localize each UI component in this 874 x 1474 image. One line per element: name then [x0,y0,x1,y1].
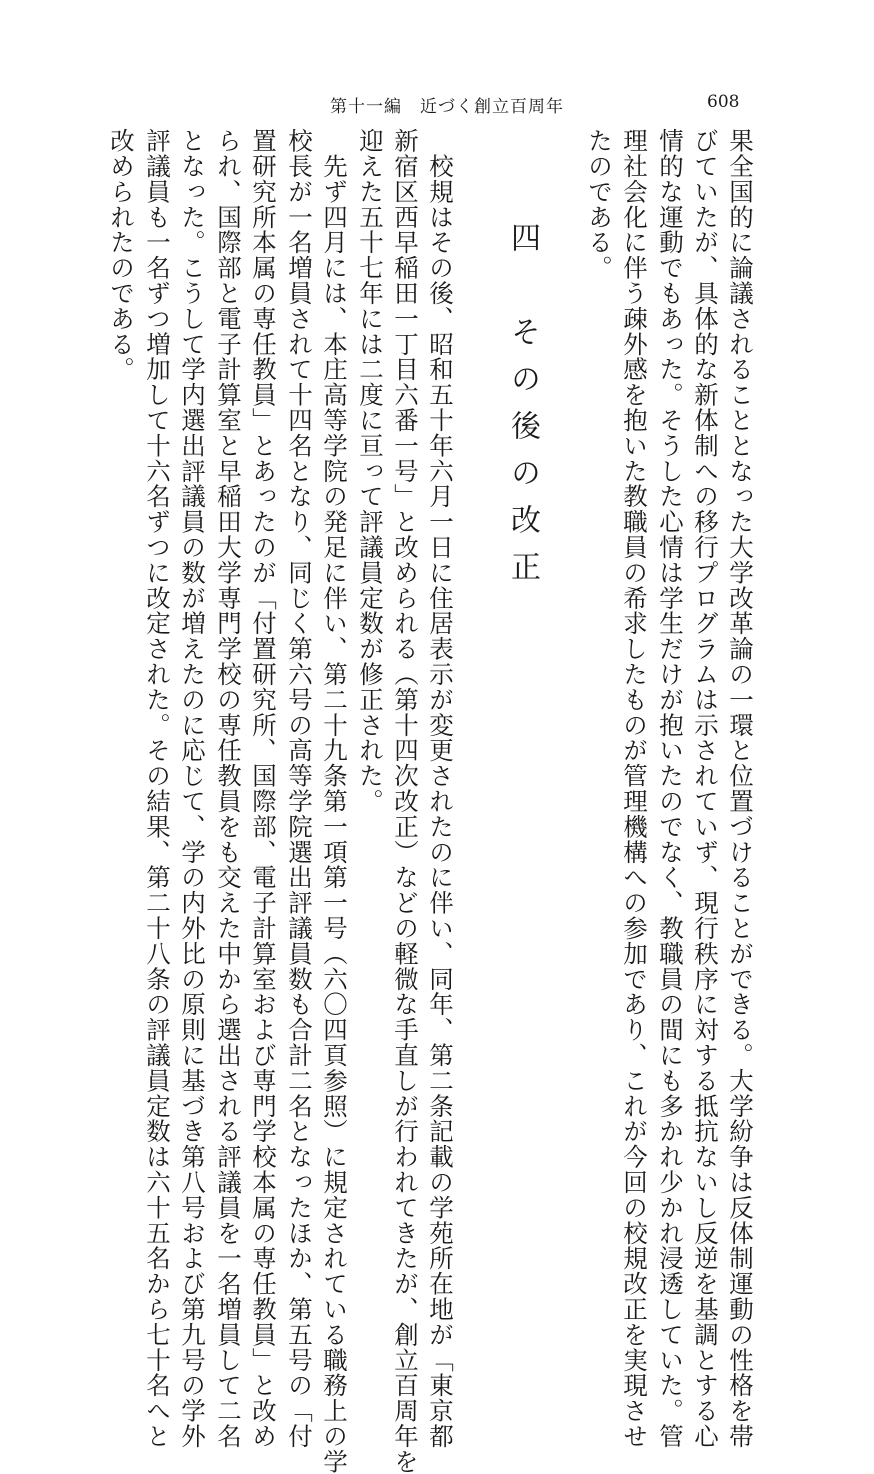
section-heading: 四 その後の改正 [505,222,540,598]
text-column: 迎えた五十七年には二度に亘って評議員定数が修正された。 [356,128,385,814]
text-column: 評議員も一名ずつ増加して十六名ずつに改定された。その結果、第二十八条の評議員定数は六十五名から七十名へと [143,128,172,1449]
text-column: となった。こうして学内選出評議員の数が増えたのに応じて、学の内外比の原則に基づき第八号および第九号の学外 [178,128,207,1449]
text-column: 新宿区西早稲田一丁目六番一号」と改められる（第十四次改正）などの軽微な手直しが行われてきたが、創立百周年を [391,128,420,1474]
text-column: 改められたのである。 [107,128,136,382]
text-column: られ、国際部と電子計算室と早稲田大学専門学校の専任教員をも交えた中から選出される評議員を一名増員して二名 [214,128,243,1449]
page-number: 608 [707,92,740,112]
text-column: 置研究所本属の専任教員」とあったのが「付置研究所、国際部、電子計算室および専門学校本属の専任教員」と改め [249,128,278,1449]
text-column: 理社会化に伴う疎外感を抱いた教職員の希求したものが管理機構への参加であり、これが今回の校規改正を実現させ [620,128,649,1449]
text-column: 果全国的に論議されることとなった大学改革論の一環と位置づけることができる。大学紛争は反体制運動の性格を帯 [726,128,755,1449]
text-column: 情的な運動でもあった。そうした心情は学生だけが抱いたのでなく、教職員の間にも多かれ少かれ浸透していた。管 [656,128,685,1449]
running-header: 第十一編 近づく創立百周年 [330,97,564,117]
text-column: 先ず四月には、本庄高等学院の発足に伴い、第二十九条第一項第一号（六〇四頁参照）に規定されている職務上の学 [320,128,349,1474]
text-column: びていたが、具体的な新体制への移行プログラムは示されていず、現行秩序に対する抵抗ないし反逆を基調とする心 [691,128,720,1449]
text-column: たのである。 [585,128,614,281]
text-column: 校長が一名増員されて十四名となり、同じく第六号の高等学院選出評議員数も合計二名となったほか、第五号の「付 [285,128,314,1449]
text-column: 校規はその後、昭和五十年六月一日に住居表示が変更されたのに伴い、同年、第二条記載の学苑所在地が「東京都 [426,128,455,1449]
